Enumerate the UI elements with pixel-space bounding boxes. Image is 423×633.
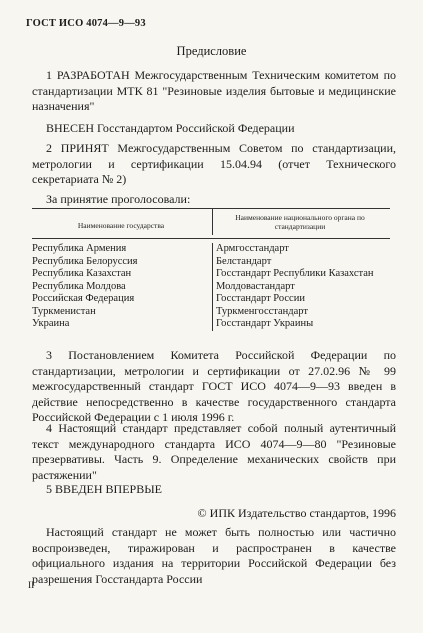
table-cell-body: Туркменгосстандарт: [216, 305, 308, 317]
table-header-divider: [212, 208, 213, 235]
table-cell-body: Белстандарт: [216, 255, 272, 267]
column-standards-body: [212, 243, 390, 331]
paragraph-reproduction-notice: Настоящий стандарт не может быть полностью или частично воспроизведен, тиражирован и распространен в качестве официального издания на территории Российской Федерации без разрешения Госстандарта России: [32, 525, 396, 586]
table-cell-body: Госстандарт России: [216, 293, 305, 304]
column-header-standards-body: Наименование национального органа по стандартизации: [235, 213, 365, 231]
table-cell-body: Молдовастандарт: [216, 280, 295, 292]
paragraph-authentic-text: 4 Настоящий стандарт представляет собой полный аутентичный текст международного стандарта ИСО 4074—9—80 "Резиновые презервативы. Часть 9. Определение механических свойств при растяжении": [32, 421, 396, 482]
table-cell-state: Украина: [32, 318, 70, 329]
document-header-code: ГОСТ ИСО 4074—9—93: [26, 18, 146, 29]
copyright-line: © ИПК Издательство стандартов, 1996: [197, 506, 396, 520]
table-header: [32, 208, 390, 239]
table-cell-state: Республика Белоруссия: [32, 255, 138, 267]
paragraph-introduced-first: 5 ВВЕДЕН ВПЕРВЫЕ: [46, 482, 162, 496]
paragraph-submitted-by: ВНЕСЕН Госстандартом Российской Федерации: [46, 121, 295, 135]
table-body: [32, 239, 390, 331]
table-cell-body: Госстандарт Украины: [216, 318, 314, 329]
table-cell-state: Республика Казахстан: [32, 268, 132, 279]
paragraph-developed-by: 1 РАЗРАБОТАН Межгосударственным Техническим комитетом по стандартизации МТК 81 "Резиновые изделия бытовые и медицинские назначения": [32, 68, 396, 113]
column-state: [32, 243, 212, 331]
paragraph-resolution: 3 Постановлением Комитета Российской Федерации по стандартизации, метрологии и сертификации от 27.02.96 № 99 межгосударственный стандарт ГОСТ ИСО 4074—9—93 введен в действие непосредственно в качестве государственного стандарта Российской Федерации с 1 июля 1996 г.: [32, 348, 396, 424]
voting-table: [32, 208, 390, 331]
table-cell-state: Туркменистан: [32, 305, 96, 317]
paragraph-adopted-by: 2 ПРИНЯТ Межгосударственным Советом по стандартизации, метрологии и сертификации 15.04.94 (отчет Технического секретариата № 2): [32, 141, 396, 186]
table-cell-state: Республика Армения: [32, 243, 127, 254]
column-header-state: Наименование государства: [77, 221, 165, 230]
table-cell-body: Госстандарт Республики Казахстан: [216, 268, 374, 279]
table-cell-state: Республика Молдова: [32, 280, 126, 292]
paragraph-voted-for: За принятие проголосовали:: [46, 192, 191, 206]
table-cell-body: Армгосстандарт: [216, 243, 289, 254]
table-cell-state: Российская Федерация: [32, 293, 135, 304]
page-title: Предисловие: [176, 44, 247, 58]
page-number: II: [28, 581, 35, 591]
